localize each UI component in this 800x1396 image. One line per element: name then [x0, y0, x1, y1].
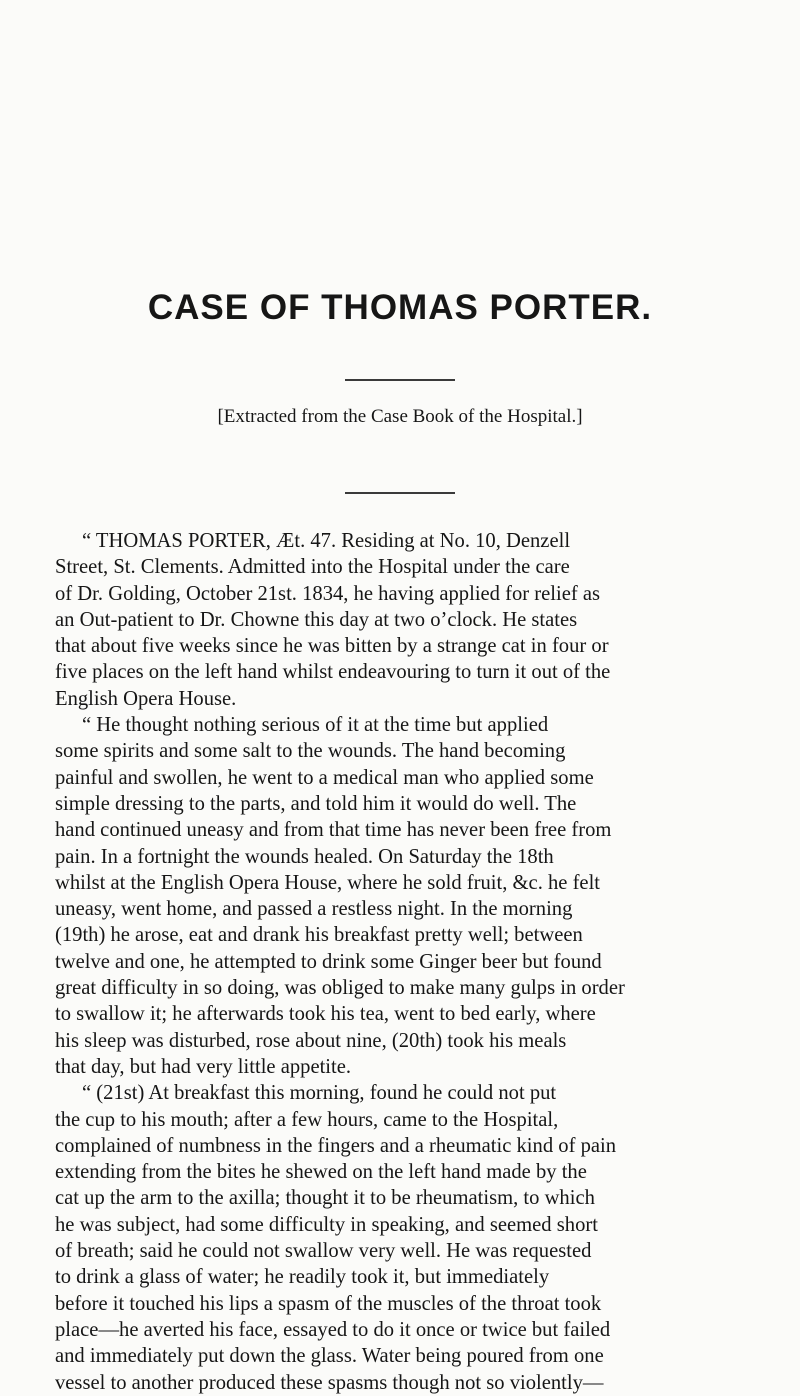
- body-line: to swallow it; he afterwards took his tea, went to bed early, where: [55, 1003, 596, 1026]
- body-line: twelve and one, he attempted to drink some Ginger beer but found: [55, 950, 602, 973]
- body-line: extending from the bites he shewed on the left hand made by the: [55, 1161, 587, 1184]
- body-line: of breath; said he could not swallow very well. He was requested: [55, 1240, 592, 1263]
- body-line: complained of numbness in the fingers and a rheumatic kind of pain: [55, 1134, 617, 1157]
- body-line: five places on the left hand whilst endeavouring to turn it out of the: [55, 661, 611, 684]
- body-line: uneasy, went home, and passed a restless night. In the morning: [55, 898, 573, 921]
- body-line: pain. In a fortnight the wounds healed. On Saturday the 18th: [55, 845, 554, 868]
- body-line: hand continued uneasy and from that time has never been free from: [55, 819, 612, 842]
- body-line: English Opera House.: [55, 687, 237, 710]
- body-line: to drink a glass of water; he readily took it, but immediately: [55, 1266, 550, 1289]
- body-line: simple dressing to the parts, and told him it would do well. The: [55, 792, 577, 815]
- body-line: cat up the arm to the axilla; thought it to be rheumatism, to which: [55, 1187, 595, 1210]
- document-subtitle: [Extracted from the Case Book of the Hospital.]: [217, 406, 583, 427]
- body-line: some spirits and some salt to the wounds. The hand becoming: [55, 740, 566, 763]
- body-line: that day, but had very little appetite.: [55, 1055, 352, 1078]
- top-divider: [345, 379, 455, 381]
- document-title: CASE OF THOMAS PORTER.: [147, 288, 653, 327]
- body-line: an Out-patient to Dr. Chowne this day at two o’clock. He states: [55, 608, 578, 631]
- body-line: before it touched his lips a spasm of the muscles of the throat took: [55, 1292, 602, 1315]
- body-line: the cup to his mouth; after a few hours, came to the Hospital,: [55, 1108, 559, 1131]
- body-line: of Dr. Golding, October 21st. 1834, he having applied for relief as: [55, 582, 601, 605]
- body-line: painful and swollen, he went to a medical man who applied some: [55, 766, 594, 789]
- body-line: that about five weeks since he was bitten by a strange cat in four or: [55, 635, 609, 658]
- body-line: and immediately put down the glass. Water being poured from one: [55, 1345, 604, 1368]
- body-line: “ (21st) At breakfast this morning, found he could not put: [82, 1082, 557, 1105]
- body-line: his sleep was disturbed, rose about nine, (20th) took his meals: [55, 1029, 567, 1052]
- body-line: Street, St. Clements. Admitted into the Hospital under the care: [55, 556, 570, 579]
- bottom-divider: [345, 492, 455, 494]
- body-line: place—he averted his face, essayed to do it once or twice but failed: [55, 1318, 611, 1341]
- body-line: “ He thought nothing serious of it at the time but applied: [82, 714, 549, 737]
- body-line: great difficulty in so doing, was obliged to make many gulps in order: [55, 977, 625, 1000]
- body-line: (19th) he arose, eat and drank his breakfast pretty well; between: [55, 924, 583, 947]
- body-line: vessel to another produced these spasms though not so violently—: [55, 1371, 604, 1394]
- body-line: whilst at the English Opera House, where he sold fruit, &c. he felt: [55, 871, 601, 894]
- case-body: [55, 528, 795, 1396]
- body-line: he was subject, had some difficulty in speaking, and seemed short: [55, 1213, 598, 1236]
- body-line: “ THOMAS PORTER, Æt. 47. Residing at No. 10, Denzell: [82, 530, 571, 552]
